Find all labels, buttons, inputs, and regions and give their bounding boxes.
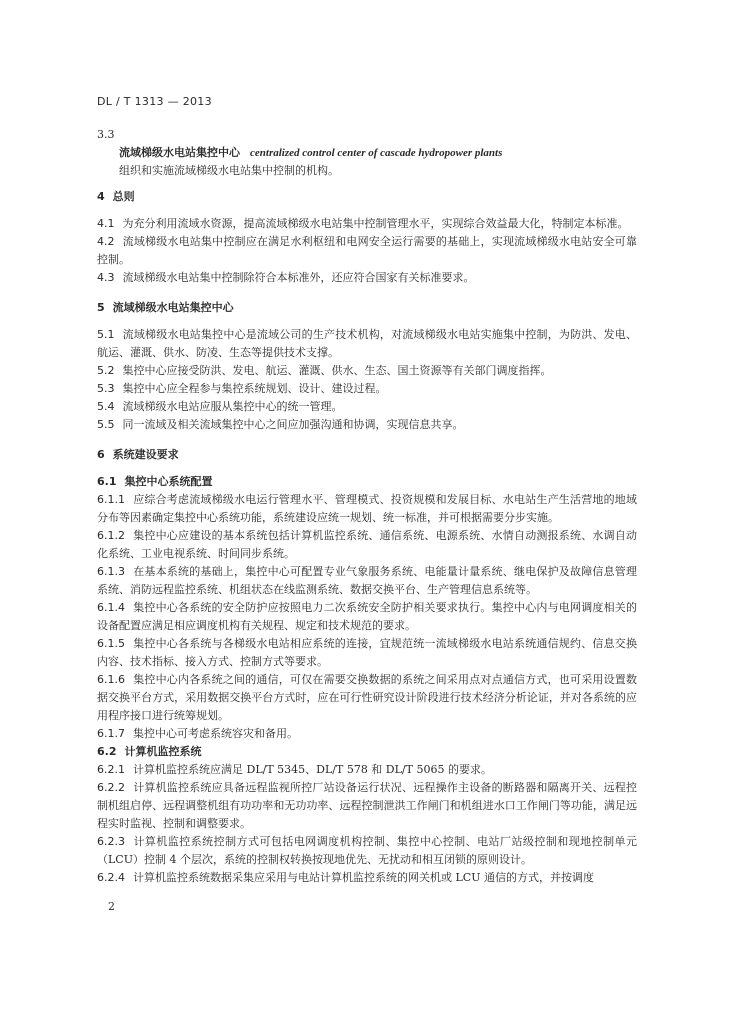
term-heading [97,144,637,162]
clause-number: 6.1.5 [97,637,125,650]
section-title: 系统建设要求 [112,448,179,461]
clause-number: 6.2.2 [97,781,125,794]
clause-paragraph [97,269,637,287]
clause-number: 6.1.3 [97,565,125,578]
section-number: 5 [97,301,105,314]
clause-number: 4.3 [97,271,115,284]
clause-text: 在基本系统的基础上，集控中心可配置专业气象服务系统、电能量计量系统、继电保护及故障信息管理系统、消防远程监控系统、机组状态在线监测系统、数据交换平台、生产管理信息系统等。 [97,565,637,596]
section-4-heading [97,188,637,206]
standard-code: DL / T 1313 — 2013 [97,95,212,108]
section-5-items [97,326,637,434]
clause-text: 集控中心内各系统之间的通信，可仅在需要交换数据的系统之间采用点对点通信方式，也可采用设置数据交换平台方式，采用数据交换平台方式时，应在可行性研究设计阶段进行技术经济分析论证，并对各系统的应用程序接口进行统筹规划。 [97,673,637,722]
clause-number: 4.2 [97,235,115,248]
subsection-title: 计算机监控系统 [124,745,202,758]
clause-text: 计算机监控系统应具备远程监视所控厂站设备运行状况、远程操作主设备的断路器和隔离开关、远程控制机组启停、远程调整机组有功功率和无功功率、远程控制泄洪工作闸门和机组进水口工作闸门等功能，满足远程实时监视、控制和调整要求。 [97,781,637,830]
clause-paragraph [97,761,637,779]
clause-paragraph [97,416,637,434]
clause-paragraph [97,833,637,869]
clause-text: 集控中心应建设的基本系统包括计算机监控系统、通信系统、电源系统、水情自动测报系统、水调自动化系统、工业电视系统、时间同步系统。 [97,529,637,560]
clause-number: 4.1 [97,217,115,230]
clause-paragraph [97,599,637,635]
clause-number: 6.2.3 [97,835,125,848]
clause-paragraph [97,725,637,743]
term-number: 3.3 [97,128,115,141]
clause-text: 应综合考虑流域梯级水电运行管理水平、管理模式、投资规模和发展目标、水电站生产生活营地的地域分布等因素确定集控中心系统功能，系统建设应统一规划、统一标准，并可根据需要分步实施。 [97,493,637,524]
subsection-6-2-items [97,761,637,887]
section-4-items [97,215,637,287]
clause-text: 集控中心各系统与各梯级水电站相应系统的连接，宜规范统一流域梯级水电站系统通信规约、信息交换内容、技术指标、接入方式、控制方式等要求。 [97,637,637,668]
clause-paragraph [97,869,637,887]
term-definition: 组织和实施流域梯级水电站集中控制的机构。 [119,164,339,177]
clause-number: 5.2 [97,364,115,377]
clause-paragraph [97,326,637,362]
section-5-heading [97,299,637,317]
clause-number: 6.1.6 [97,673,125,686]
clause-paragraph [97,233,637,269]
section-6-heading [97,446,637,464]
clause-number: 5.3 [97,382,115,395]
section-title: 总则 [112,190,135,203]
clause-paragraph [97,563,637,599]
clause-number: 6.1.4 [97,601,125,614]
clause-text: 集控中心可考虑系统容灾和备用。 [133,727,298,740]
subsection-6-2-heading [97,743,637,761]
clause-paragraph [97,779,637,833]
clause-number: 6.2.1 [97,763,125,776]
clause-text: 集控中心各系统的安全防护应按照电力二次系统安全防护相关要求执行。集控中心内与电网调度相关的设备配置应满足相应调度机构有关规程、规定和技术规范的要求。 [97,601,637,632]
clause-number: 6.1.7 [97,727,125,740]
clause-number: 6.1.1 [97,493,125,506]
clause-paragraph [97,215,637,233]
clause-text: 流域梯级水电站集中控制应在满足水利枢纽和电网安全运行需要的基础上，实现流域梯级水电站安全可靠控制。 [97,235,637,266]
subsection-6-1-heading [97,473,637,491]
subsection-number: 6.2 [97,745,117,758]
clause-text: 流域梯级水电站集中控制除符合本标准外，还应符合国家有关标准要求。 [122,271,475,284]
page-number: 2 [108,900,115,913]
clause-text: 为充分利用流域水资源，提高流域梯级水电站集中控制管理水平，实现综合效益最大化，特制定本标准。 [122,217,629,230]
clause-text: 集控中心应全程参与集控系统规划、设计、建设过程。 [122,382,387,395]
clause-number: 6.2.4 [97,871,125,884]
clause-paragraph [97,527,637,563]
section-number: 4 [97,190,105,203]
clause-paragraph [97,362,637,380]
clause-paragraph [97,491,637,527]
clause-paragraph [97,635,637,671]
clause-text: 流域梯级水电站集控中心是流域公司的生产技术机构，对流域梯级水电站实施集中控制，为防洪、发电、航运、灌溉、供水、防凌、生态等提供技术支撑。 [97,328,637,359]
clause-number: 5.5 [97,418,115,431]
clause-number: 5.4 [97,400,115,413]
page-content [97,126,637,887]
term-chinese: 流域梯级水电站集控中心 [119,146,240,159]
clause-paragraph [97,398,637,416]
clause-paragraph [97,671,637,725]
clause-text: 集控中心应接受防洪、发电、航运、灌溉、供水、生态、国土资源等有关部门调度指挥。 [122,364,552,377]
term-english: centralized control center of cascade hydropower plants [250,147,503,159]
clause-text: 计算机监控系统数据采集应采用与电站计算机监控系统的网关机或 LCU 通信的方式，并按调度 [133,871,594,884]
section-title: 流域梯级水电站集控中心 [112,301,234,314]
clause-text: 流域梯级水电站应服从集控中心的统一管理。 [122,400,343,413]
section-number: 6 [97,448,105,461]
clause-paragraph [97,380,637,398]
subsection-6-1-items [97,491,637,743]
clause-text: 同一流域及相关流域集控中心之间应加强沟通和协调，实现信息共享。 [122,418,464,431]
clause-number: 5.1 [97,328,115,341]
clause-text: 计算机监控系统控制方式可包括电网调度机构控制、集控中心控制、电站厂站级控制和现地控制单元（LCU）控制 4 个层次，系统的控制权转换按现地优先、无扰动和相互闭锁的原则设计。 [97,835,637,866]
subsection-number: 6.1 [97,475,117,488]
clause-number: 6.1.2 [97,529,125,542]
clause-text: 计算机监控系统应满足 DL/T 5345、DL/T 578 和 DL/T 5065 的要求。 [133,763,492,776]
subsection-title: 集控中心系统配置 [124,475,213,488]
